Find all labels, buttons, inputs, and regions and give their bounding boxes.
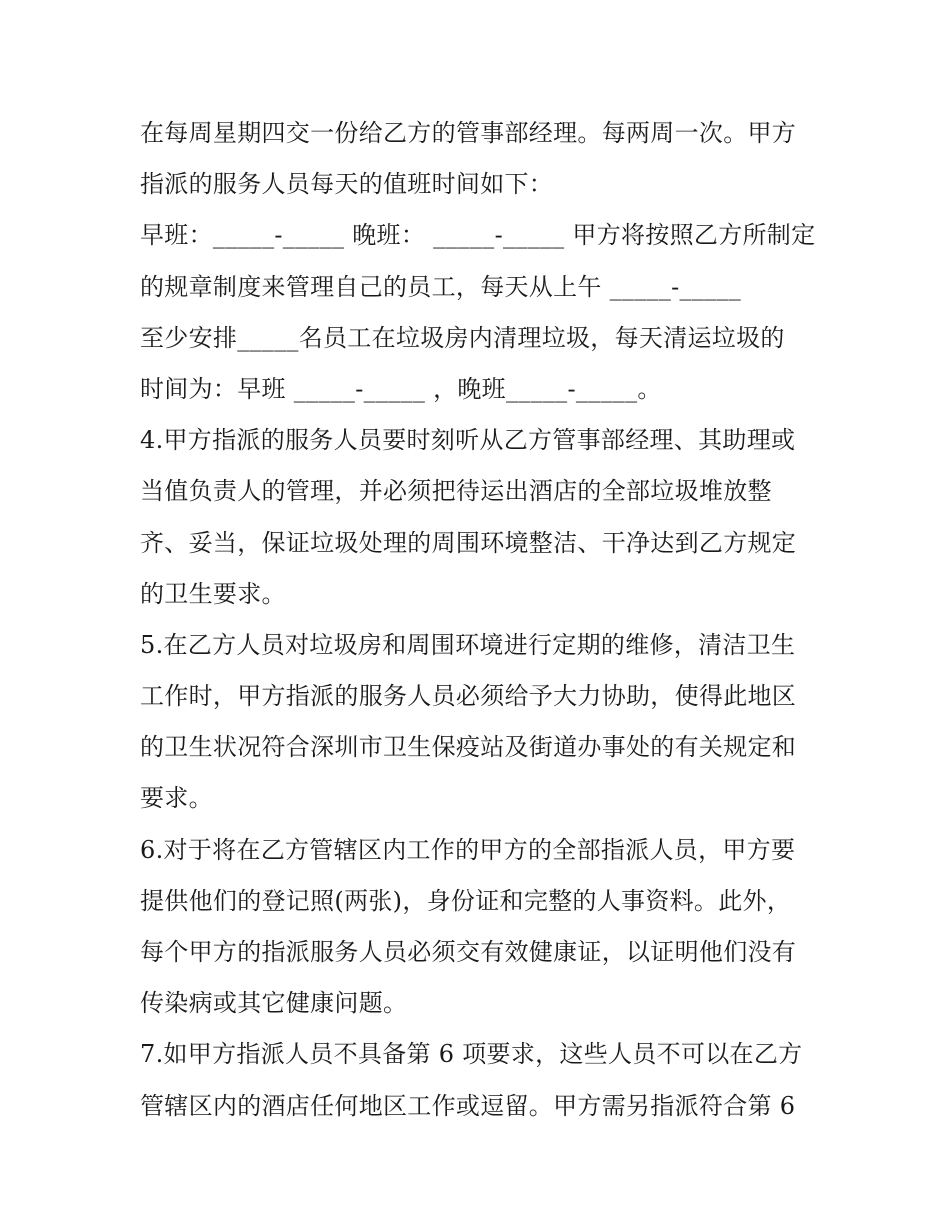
text-line: 的卫生要求。: [140, 579, 286, 608]
text-line: 指派的服务人员每天的值班时间如下：: [140, 170, 554, 199]
text-line: 的规章制度来管理自己的员工，每天从上午 _____-_____: [140, 272, 742, 301]
text-line: 当值负责人的管理，并必须把待运出酒店的全部垃圾堆放整: [140, 477, 772, 506]
text-line: 4.甲方指派的服务人员要时刻听从乙方管事部经理、其助理或: [140, 426, 796, 455]
text-line: 时间为：早班 _____-_____ ，晚班_____-_____。: [140, 374, 662, 403]
text-line: 早班：_____-_____ 晚班： _____-_____ 甲方将按照乙方所制定: [140, 221, 816, 250]
text-line: 提供他们的登记照(两张)，身份证和完整的人事资料。此外，: [140, 886, 792, 915]
text-line: 至少安排_____名员工在垃圾房内清理垃圾，每天清运垃圾的: [140, 323, 785, 352]
text-line: 每个甲方的指派服务人员必须交有效健康证，以证明他们没有: [140, 938, 797, 966]
text-line: 5.在乙方人员对垃圾房和周围环境进行定期的维修，清洁卫生: [140, 630, 796, 659]
document-body: [140, 108, 820, 1132]
text-line: 7.如甲方指派人员不具备第 6 项要求，这些人员不可以在乙方: [140, 1040, 803, 1069]
text-line: 管辖区内的酒店任何地区工作或逗留。甲方需另指派符合第 6: [140, 1091, 796, 1120]
text-line: 要求。: [140, 784, 213, 813]
text-line: 传染病或其它健康问题。: [140, 989, 408, 1018]
text-line: 工作时，甲方指派的服务人员必须给予大力协助，使得此地区: [140, 682, 797, 711]
text-line: 在每周星期四交一份给乙方的管事部经理。每两周一次。甲方: [140, 119, 797, 147]
text-line: 齐、妥当，保证垃圾处理的周围环境整洁、干净达到乙方规定: [140, 528, 797, 557]
text-line: 的卫生状况符合深圳市卫生保疫站及街道办事处的有关规定和: [140, 733, 797, 762]
text-line: 6.对于将在乙方管辖区内工作的甲方的全部指派人员，甲方要: [140, 835, 796, 864]
